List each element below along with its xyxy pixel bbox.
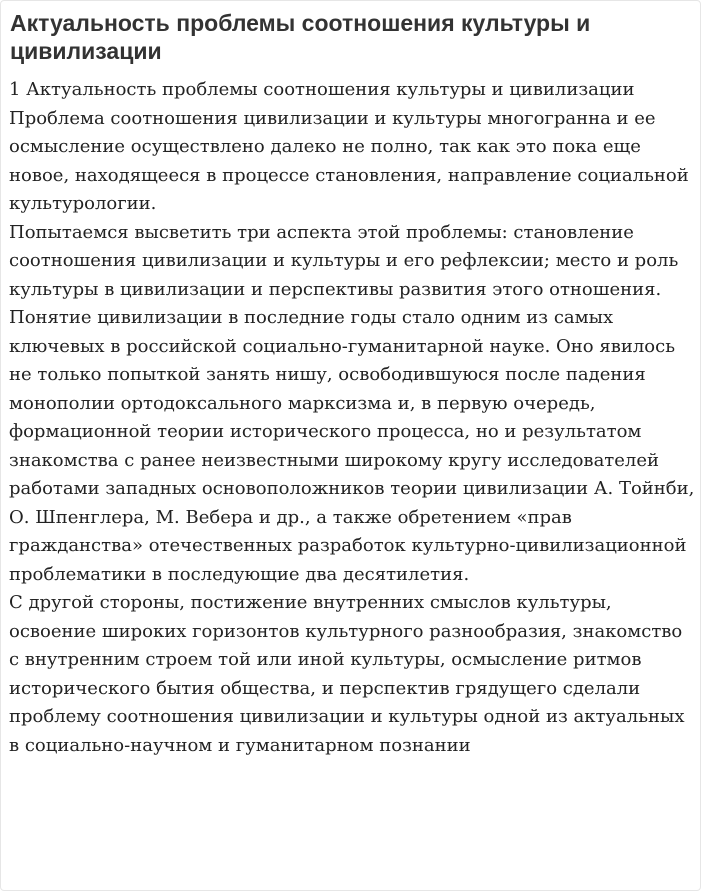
- article-body: [9, 76, 697, 760]
- paragraph: Понятие цивилизации в последние годы стало одним из самых ключевых в российской социально-гуманитарной науке. Оно явилось не только попыткой занять нишу, освободившуюся после падения монополии ортодоксального марксизма и, в первую очередь, формационной теории исторического процесса, но и результатом знакомства с ранее неизвестными широкому кругу исследователей работами западных основоположников теории цивилизации А. Тойнби, О. Шпенглера, М. Вебера и др., а также обретением «прав гражданства» отечественных разработок культурно-цивилизационной проблематики в последующие два десятилетия.: [9, 307, 695, 585]
- paragraph-heading: 1 Актуальность проблемы соотношения культуры и цивилизации: [9, 79, 635, 100]
- paragraph: Проблема соотношения цивилизации и культуры многогранна и ее осмысление осуществлено далеко не полно, так как это пока еще новое, находящееся в процессе становления, направление социальной культурологии.: [9, 107, 689, 214]
- paragraph: С другой стороны, постижение внутренних смыслов культуры, освоение широких горизонтов культурного разнообразия, знакомство с внутренним строем той или иной культуры, осмысление ритмов исторического бытия общества, и перспектив грядущего сделали проблему соотношения цивилизации и культуры одной из актуальных в социально-научном и гуманитарном познании: [9, 592, 685, 756]
- article-title: Актуальность проблемы соотношения культуры и цивилизации: [10, 10, 591, 64]
- paragraph: Попытаемся высветить три аспекта этой проблемы: становление соотношения цивилизации и культуры и его рефлексии; место и роль культуры в цивилизации и перспективы развития этого отношения.: [9, 221, 679, 300]
